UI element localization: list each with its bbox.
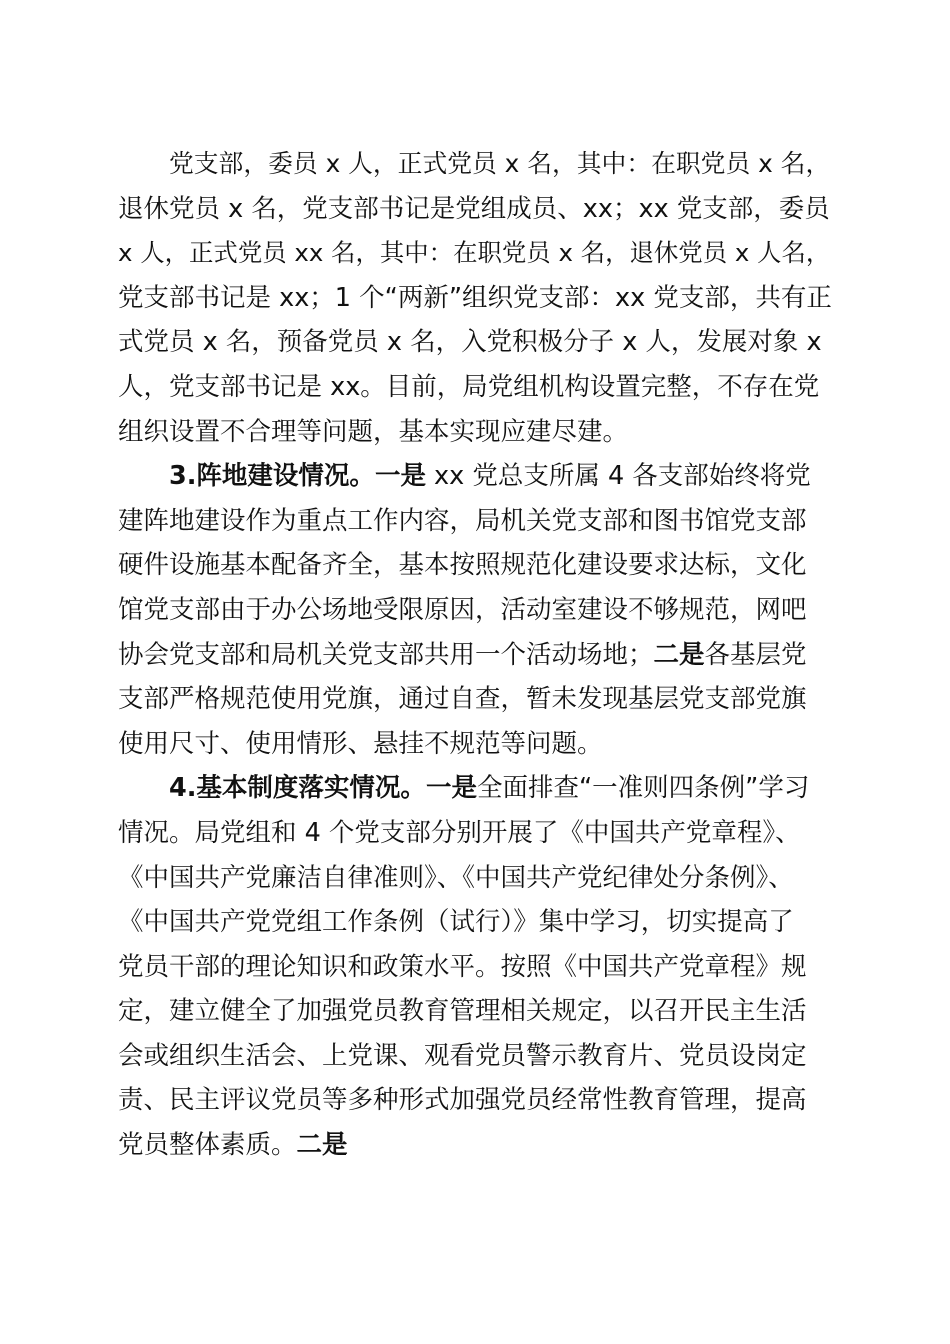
text-run: 党支部，委员 x 人，正式党员 x 名，其中：在职党员 x 名， <box>169 149 831 178</box>
text-line <box>118 187 834 232</box>
text-line <box>118 231 834 276</box>
text-run: 式党员 x 名，预备党员 x 名，入党积极分子 x 人，发展对象 x <box>118 327 822 358</box>
text-line <box>118 900 834 945</box>
text-line <box>118 722 834 767</box>
text-run: 组织设置不合理等问题，基本实现应建尽建。 <box>118 416 629 447</box>
text-run: 《中国共产党廉洁自律准则》、《中国共产党纪律处分条例》、 <box>118 862 794 893</box>
section-heading: 4.基本制度落实情况。 <box>169 773 426 804</box>
text-line <box>118 276 834 321</box>
text-run: 党员干部的理论知识和政策水平。按照《中国共产党章程》规 <box>118 951 807 982</box>
bold-marker: 二是 <box>653 639 705 670</box>
text-line <box>118 677 834 722</box>
text-line <box>118 856 834 901</box>
text-line <box>118 1078 834 1123</box>
text-run: 责、民主评议党员等多种形式加强党员经常性教育管理，提高 <box>118 1085 807 1116</box>
text-run: 人，党支部书记是 xx。目前，局党组机构设置完整，不存在党 <box>118 371 820 402</box>
paragraph-position-construction <box>118 454 834 766</box>
text-line <box>118 499 834 544</box>
bold-marker: 一是 <box>425 773 477 804</box>
paragraph-party-branch-composition <box>118 142 834 454</box>
text-line <box>118 633 834 678</box>
text-line <box>118 1123 834 1168</box>
text-run: 使用尺寸、使用情形、悬挂不规范等问题。 <box>118 728 603 759</box>
text-line <box>118 410 834 455</box>
text-run: 建阵地建设作为重点工作内容，局机关党支部和图书馆党支部 <box>118 505 807 536</box>
text-line <box>118 454 834 499</box>
document-body <box>118 142 834 1168</box>
text-run: 协会党支部和局机关党支部共用一个活动场地； <box>118 639 654 670</box>
text-run: 馆党支部由于办公场地受限原因，活动室建设不够规范，网吧 <box>118 594 807 625</box>
text-run: 支部严格规范使用党旗，通过自查，暂未发现基层党支部党旗 <box>118 684 807 715</box>
text-run: 退休党员 x 名，党支部书记是党组成员、xx；xx 党支部，委员 <box>118 193 830 224</box>
text-run: 全面排查“一准则四条例”学习 <box>476 773 810 804</box>
text-line <box>118 543 834 588</box>
text-run: 各基层党 <box>704 639 807 670</box>
text-run: 情况。局党组和 4 个党支部分别开展了《中国共产党章程》、 <box>118 817 801 848</box>
bold-marker: 二是 <box>296 1130 348 1161</box>
section-heading: 3.阵地建设情况。 <box>169 461 375 492</box>
text-line <box>118 945 834 990</box>
text-line <box>118 142 834 187</box>
bold-marker: 一是 <box>374 461 426 492</box>
paragraph-basic-system-implementation <box>118 766 834 1167</box>
text-run: x 人，正式党员 xx 名，其中：在职党员 x 名，退休党员 x 人名， <box>118 238 831 268</box>
text-line <box>118 811 834 856</box>
text-line <box>118 320 834 365</box>
text-line <box>118 989 834 1034</box>
text-line <box>118 365 834 410</box>
text-line <box>118 766 834 811</box>
text-run: xx 党总支所属 4 各支部始终将党 <box>425 461 811 492</box>
text-line <box>118 1034 834 1079</box>
text-run: 定，建立健全了加强党员教育管理相关规定，以召开民主生活 <box>118 996 807 1027</box>
text-run: 会或组织生活会、上党课、观看党员警示教育片、党员设岗定 <box>118 1040 807 1071</box>
text-line <box>118 588 834 633</box>
text-run: 党支部书记是 xx；1 个“两新”组织党支部：xx 党支部，共有正 <box>118 282 832 313</box>
text-run: 党员整体素质。 <box>118 1130 297 1161</box>
text-run: 《中国共产党党组工作条例（试行）》集中学习，切实提高了 <box>118 907 794 938</box>
text-run: 硬件设施基本配备齐全，基本按照规范化建设要求达标，文化 <box>118 550 807 581</box>
